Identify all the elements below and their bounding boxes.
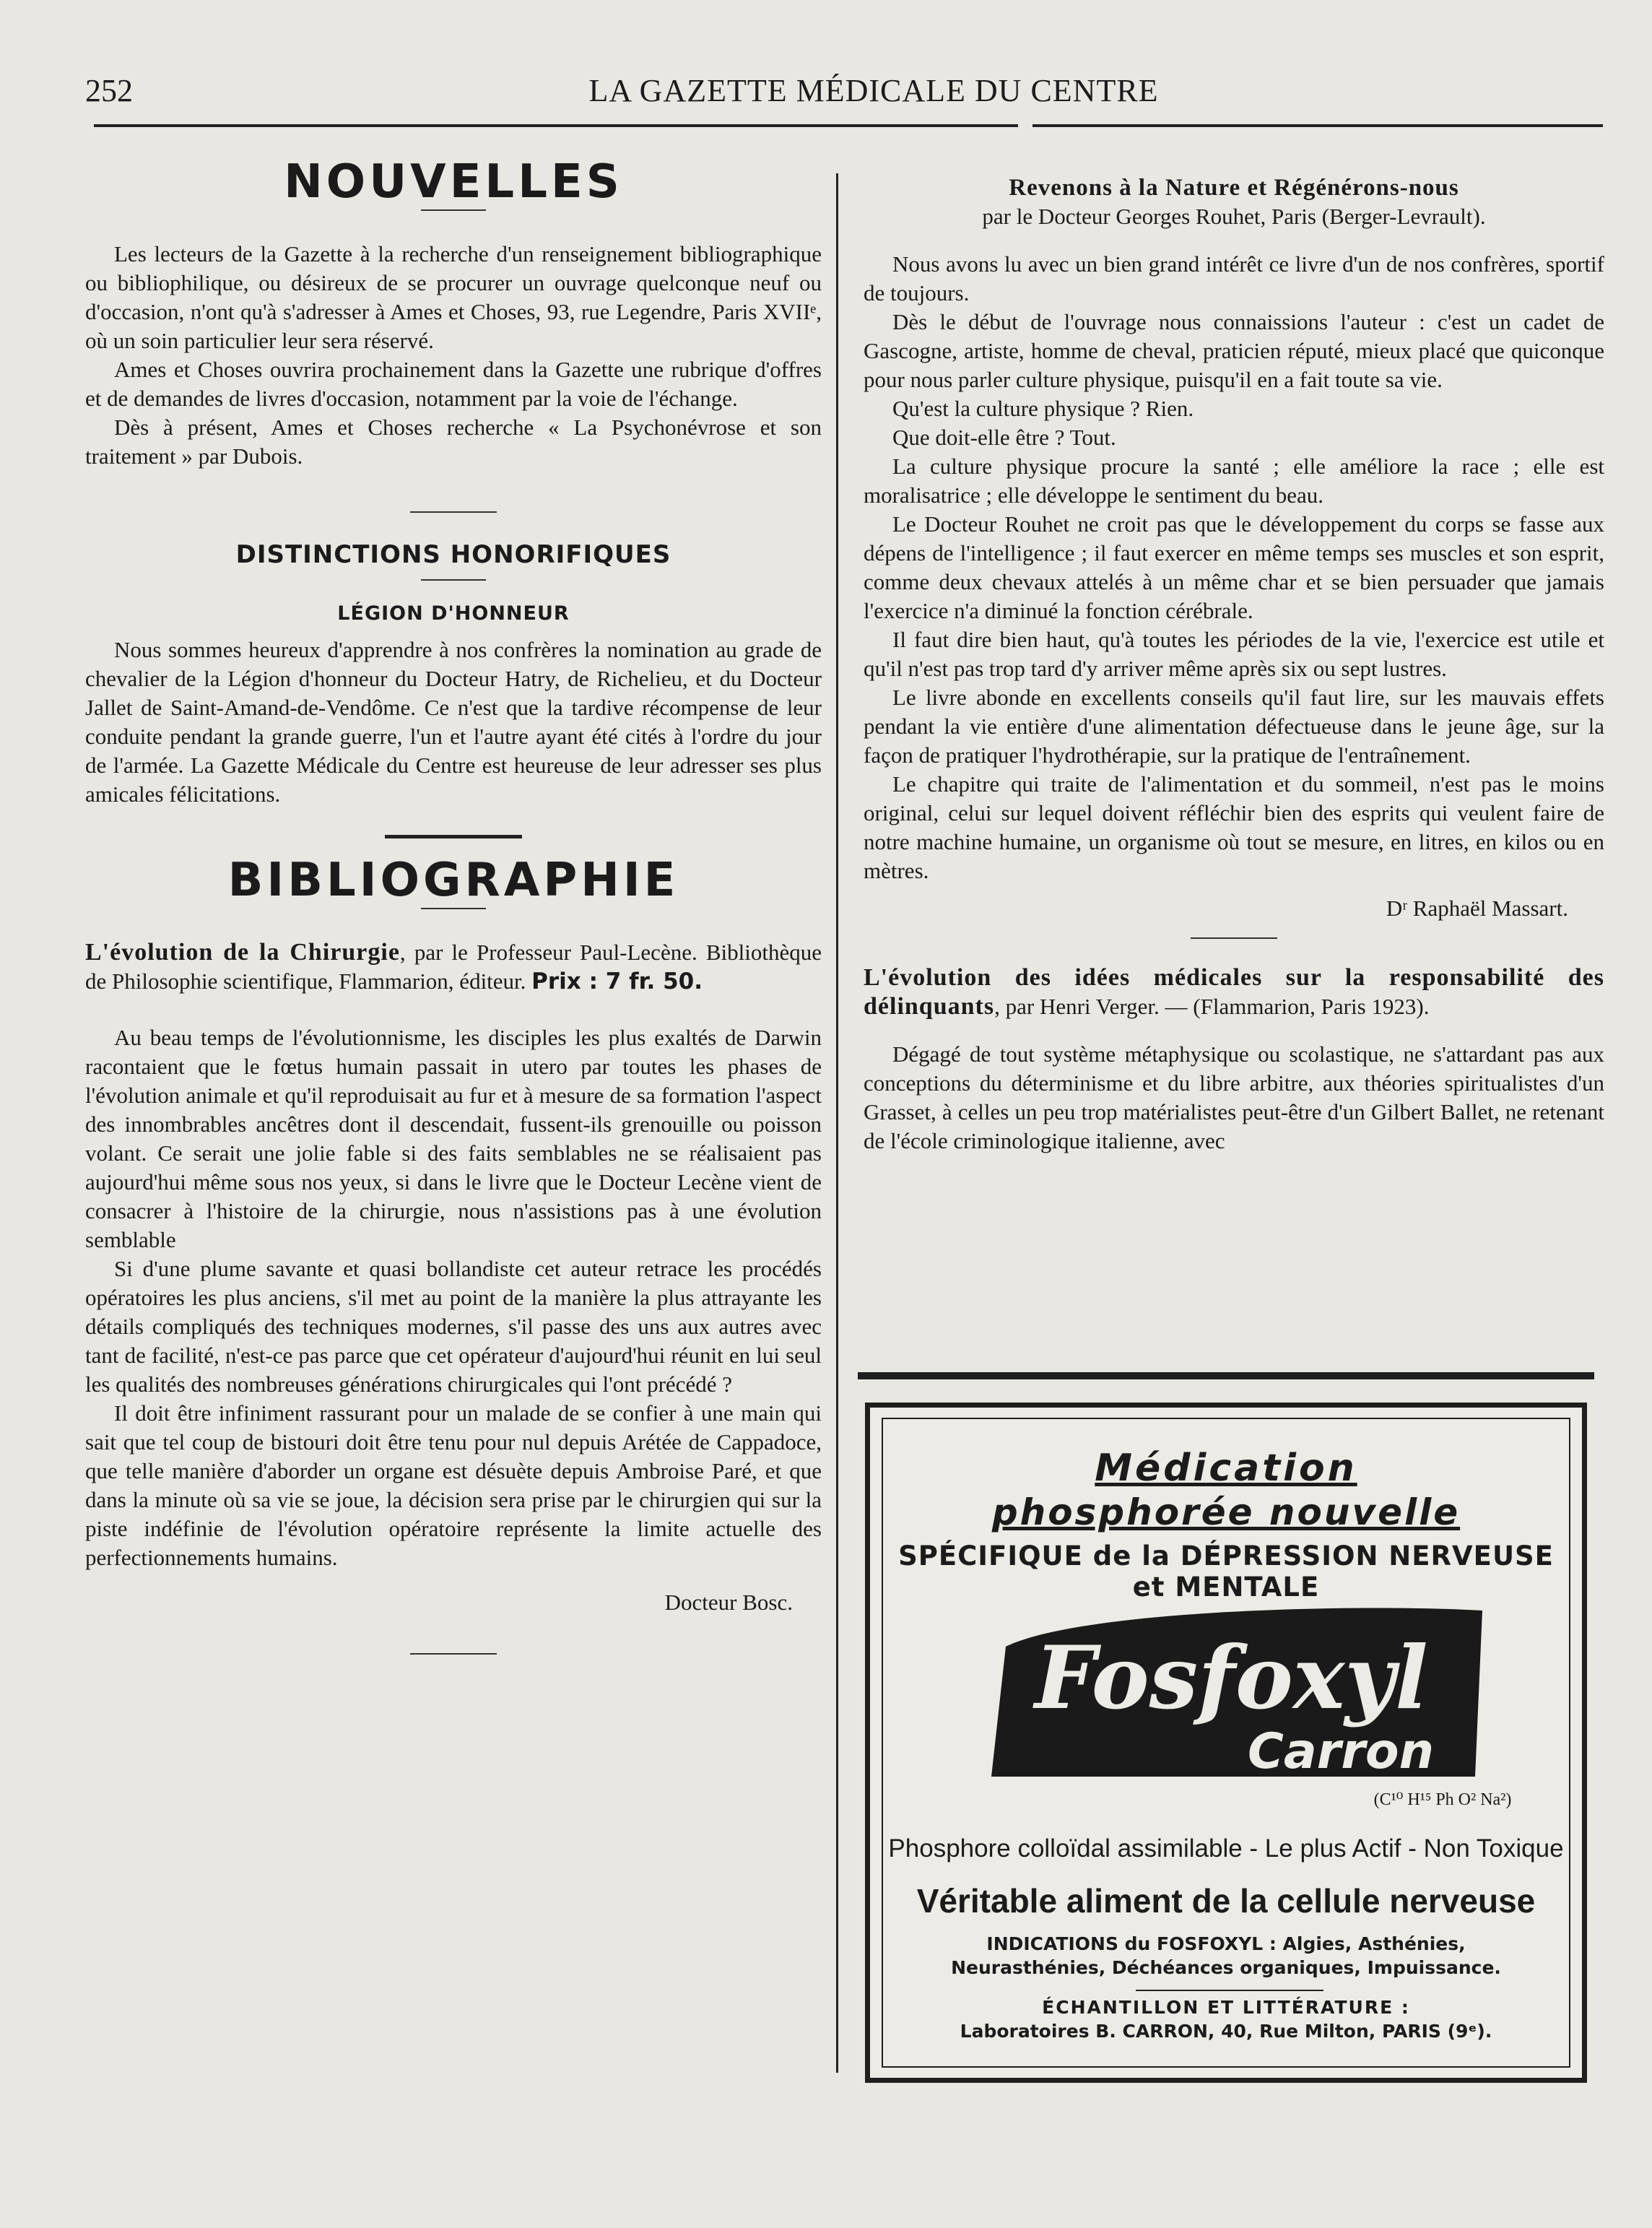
ad-tagline: Véritable aliment de la cellule nerveuse: [916, 1882, 1536, 1920]
ad-specific-line: SPÉCIFIQUE de la DÉPRESSION NERVEUSE et MENTALE: [898, 1540, 1554, 1603]
header-rule: [1032, 124, 1603, 127]
paragraph: Le Docteur Rouhet ne croit pas que le développement du corps se fasse aux dépens de l'intelligence ; il faut exercer en même temps ses muscles et son esprit, comme deux chevaux attelés à un même char et se bien persuader que jamais l'exercice n'a diminué la fonction cérébrale.: [864, 511, 1604, 623]
review-meta: par le Docteur Georges Rouhet, Paris (Berger-Levrault).: [982, 204, 1486, 229]
paragraph: Si d'une plume savante et quasi bollandiste cet auteur retrace les procédés opératoires les plus anciens, s'il met au point de la manière la plus attrayante les détails compliqués des techniques modernes, s'il passe des uns aux autres avec tant de facilité, n'est-ce pas parce que cet opérateur d'aujourd'hui réunit en lui seul les qualités des nombreuses générations chirurgicales qui l'ont précédé ?: [85, 1256, 822, 1397]
paragraph: Nous avons lu avec un bien grand intérêt ce livre d'un de nos confrères, sportif de toujours.: [864, 251, 1604, 305]
book-price: Prix : 7 fr. 50.: [531, 968, 703, 994]
divider: [421, 908, 486, 909]
logo-maker-text: Carron: [1248, 1723, 1434, 1780]
ad-top-rule: [858, 1372, 1594, 1379]
signature: Docteur Bosc.: [664, 1590, 793, 1615]
paragraph: La culture physique procure la santé ; elle améliore la race ; elle est moralisatrice ; elle développe le sentiment du beau.: [864, 454, 1604, 508]
paragraph: Le chapitre qui traite de l'alimentation et du sommeil, n'est pas le moins original, celui sur lequel doivent réfléchir bien des esprits qui veulent faire de notre machine humaine, un organisme où tout se mesure, en litres, en kilos ou en mètres.: [864, 771, 1604, 883]
divider: [421, 209, 486, 211]
right-column: [864, 173, 1604, 1156]
review-title: L'évolution des idées médicales sur la responsabilité des délinquants: [864, 964, 1604, 1020]
ad-divider: [1136, 1990, 1323, 1991]
fosfoxyl-logo: [977, 1596, 1497, 1787]
book-title: L'évolution de la Chirurgie: [85, 939, 400, 966]
ad-indications: INDICATIONS du FOSFOXYL : Algies, Asthénies,: [986, 1933, 1466, 1954]
ad-inner-frame: [882, 1418, 1570, 2068]
paragraph: Que doit-elle être ? Tout.: [892, 425, 1116, 450]
left-column: [85, 155, 822, 1655]
review-title: Revenons à la Nature et Régénérons-nous: [1009, 175, 1459, 201]
section-heading-distinctions: DISTINCTIONS HONORIFIQUES: [235, 540, 671, 569]
page-number: 252: [85, 73, 133, 108]
ad-subheadline: phosphorée nouvelle: [991, 1491, 1461, 1533]
header-rule: [94, 124, 1018, 127]
fosfoxyl-advertisement: [865, 1403, 1587, 2083]
paragraph: Dès le début de l'ouvrage nous connaissions l'auteur : c'est un cadet de Gascogne, artiste, homme de cheval, praticien réputé, mieux placé que quiconque pour nous parler culture physique, puisqu'il en a fait toute sa vie.: [864, 309, 1604, 392]
divider: [421, 579, 486, 581]
paragraph: Les lecteurs de la Gazette à la recherche d'un renseignement bibliographique ou bibliophilique, ou désireux de se procurer un ouvrage quelconque neuf ou d'occasion, n'ont qu'à s'adresser à Ames et Choses, 93, rue Legendre, Paris XVIIᵉ, où un soin particulier leur sera réservé.: [85, 241, 822, 353]
divider: [1191, 937, 1277, 939]
paragraph: Qu'est la culture physique ? Rien.: [892, 396, 1194, 421]
paragraph: Ames et Choses ouvrira prochainement dans la Gazette une rubrique d'offres et de demandes de livres d'occasion, notamment par la voie de l'échange.: [85, 357, 822, 411]
ad-claim: Phosphore colloïdal assimilable - Le plus Actif - Non Toxique: [888, 1834, 1564, 1863]
section-heading-nouvelles: NOUVELLES: [284, 155, 623, 209]
book-meta: , par le Professeur Paul-Lecène. Bibliothèque de Philosophie scientifique, Flammarion, éditeur.: [85, 940, 822, 994]
ad-laboratory-address: Laboratoires B. CARRON, 40, Rue Milton, PARIS (9ᵉ).: [960, 2021, 1492, 2042]
logo-brand-text: Fosfoxyl: [1035, 1627, 1428, 1729]
paragraph: Au beau temps de l'évolutionnisme, les disciples les plus exaltés de Darwin racontaient que le fœtus humain passait in utero par toutes les phases de l'évolution animale et qu'il reproduisait au fur et à mesure de sa formation l'aspect des innombrables ancêtres dont il descendait, fussent-ils grenouille ou poisson volant. Ce serait une jolie fable si des faits semblables ne se réalisaient pas aujourd'hui même sous nos yeux, si dans le livre que le Docteur Lecène vient de consacrer à l'histoire de la chirurgie, nous n'assistions pas à une évolution semblable: [85, 1025, 822, 1252]
divider: [410, 511, 497, 513]
column-divider: [836, 173, 838, 2073]
paragraph: Il doit être infiniment rassurant pour un malade de se confier à une main qui sait que tel coup de bistouri doit être tenu pour nul depuis Arétée de Cappadoce, que telle manière d'aborder un organe est désuète depuis Ambroise Paré, et que dans la minute où sa vie se joue, la décision sera prise par le chirurgien qui sur la piste indéfinie de l'évolution opératoire représente la limite actuelle des perfectionnements humains.: [85, 1400, 822, 1570]
ad-sample-notice: ÉCHANTILLON ET LITTÉRATURE :: [1042, 1997, 1410, 2018]
paragraph: Nous sommes heureux d'apprendre à nos confrères la nomination au grade de chevalier de la Légion d'honneur du Docteur Hatry, de Richelieu, et du Docteur Jallet de Saint-Amand-de-Vendôme. Ce n'est que la tardive récompense de leur conduite pendant la grande guerre, l'un et l'autre ayant été cités à l'ordre du jour de l'armée. La Gazette Médicale du Centre est heureuse de leur adresser ses plus amicales félicitations.: [85, 637, 822, 807]
paragraph: Il faut dire bien haut, qu'à toutes les périodes de la vie, l'exercice est utile et qu'il n'est pas trop tard d'y arriver même après six ou sept lustres.: [864, 627, 1604, 681]
review-heading: [864, 963, 1604, 1021]
section-heading-bibliographie: BIBLIOGRAPHIE: [227, 854, 679, 907]
subheading-legion: LÉGION D'HONNEUR: [337, 602, 570, 625]
divider: [410, 1653, 497, 1655]
ad-headline: Médication: [1095, 1447, 1357, 1490]
chemical-formula: (C¹⁰ H¹⁵ Ph O² Na²): [1373, 1790, 1512, 1809]
journal-title: LA GAZETTE MÉDICALE DU CENTRE: [588, 73, 1159, 108]
divider: [385, 835, 522, 838]
signature: Dʳ Raphaël Massart.: [1386, 896, 1568, 921]
book-entry: [85, 938, 822, 996]
review-meta: , par Henri Verger. — (Flammarion, Paris 1923).: [994, 994, 1430, 1019]
paragraph: Dégagé de tout système métaphysique ou scolastique, ne s'attardant pas aux conceptions du déterminisme et du libre arbitre, aux théories spiritualistes d'un Grasset, à celles un peu trop matérialistes peut-être d'un Gilbert Ballet, ne retenant de l'école criminologique italienne, avec: [864, 1041, 1604, 1153]
paragraph: Dès à présent, Ames et Choses recherche « La Psychonévrose et son traitement » par Dubois.: [85, 415, 822, 469]
ad-indications-cont: Neurasthénies, Déchéances organiques, Impuissance.: [951, 1957, 1501, 1978]
paragraph: Le livre abonde en excellents conseils qu'il faut lire, sur les mauvais effets pendant la vie entière d'une alimentation défectueuse dans le jeune âge, sur la façon de pratiquer l'hydrothérapie, sur la pratique de l'entraînement.: [864, 685, 1604, 768]
